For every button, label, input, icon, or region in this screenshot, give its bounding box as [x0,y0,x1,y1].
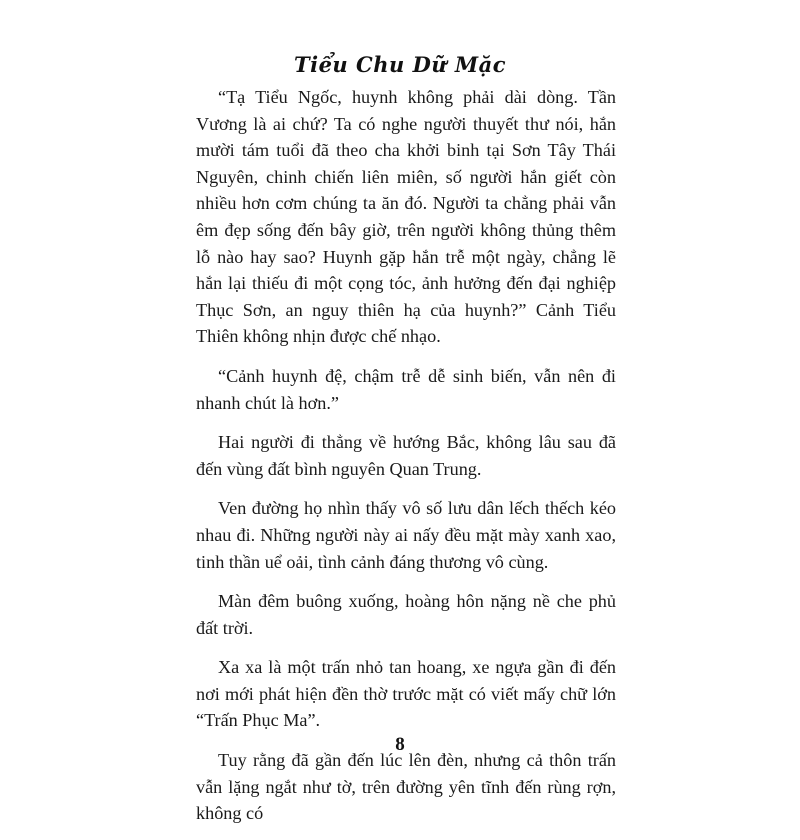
page-number: 8 [395,734,405,755]
paragraph-3: Hai người đi thẳng về hướng Bắc, không lâu sau đã đến vùng đất bình nguyên Quan Trung. [196,432,616,479]
paragraph-2: “Cảnh huynh đệ, chậm trễ dễ sinh biến, vẫn nên đi nhanh chút là hơn.” [196,365,616,413]
paragraph-4: Ven đường họ nhìn thấy vô số lưu dân lếch thếch kéo nhau đi. Những người này ai nấy đều mặt mày xanh xao, tinh thần uể oải, tình cảnh đáng thương vô cùng. [196,498,616,572]
running-header: Tiểu Chu Dữ Mặc [293,52,507,77]
body-text [196,84,616,840]
paragraph-6: Xa xa là một trấn nhỏ tan hoang, xe ngựa gần đi đến nơi mới phát hiện đền thờ trước mặt có viết mấy chữ lớn “Trấn Phục Ma”. [196,657,616,731]
paragraph-7: Tuy rằng đã gần đến lúc lên đèn, nhưng cả thôn trấn vẫn lặng ngắt như tờ, trên đường yên tĩnh đến rùng rợn, không có [196,750,616,824]
paragraph-5: Màn đêm buông xuống, hoàng hôn nặng nề che phủ đất trời. [196,591,616,638]
paragraph-1: “Tạ Tiểu Ngốc, huynh không phải dài dòng. Tần Vương là ai chứ? Ta có nghe người thuyết thư nói, hắn mười tám tuổi đã theo cha khởi binh tại Sơn Tây Thái Nguyên, chinh chiến liên miên, số người hắn giết còn nhiều hơn cơm chúng ta ăn đó. Người ta chẳng phải vẫn êm đẹp sống đến bây giờ, trên người không thủng thêm lỗ nào hay sao? Huynh gặp hắn trễ một ngày, chẳng lẽ hắn lại thiếu đi một cọng tóc, ảnh hưởng đến đại nghiệp Thục Sơn, an nguy thiên hạ của huynh?” Cảnh Tiểu Thiên không nhịn được chế nhạo. [196,87,616,347]
